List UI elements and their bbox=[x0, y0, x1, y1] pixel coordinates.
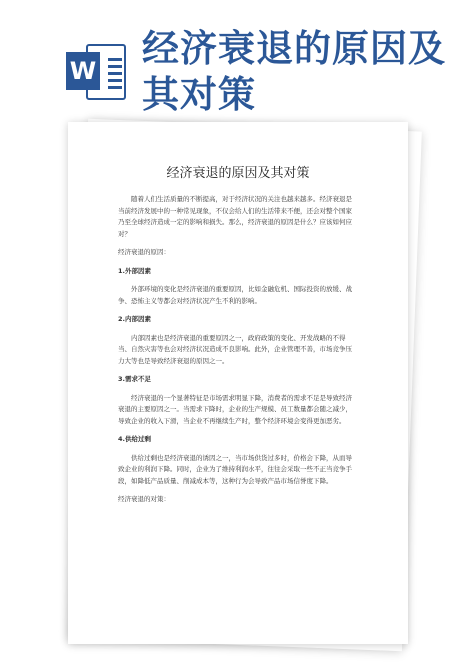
heading-insufficient-demand: 3.需求不足 bbox=[118, 375, 151, 383]
word-icon-line bbox=[108, 58, 122, 61]
section-label-causes: 经济衰退的原因： bbox=[118, 248, 170, 256]
intro-paragraph: 随着人们生活质量的不断提高，对于经济状况的关注也越来越多。经济衰退是当前经济发展中的一种常见现象，不仅会给人们的生活带来不便，还会对整个国家乃至全球经济造成一定的影响和损失。那么，经济衰退的原因是什么？应该如何应对？ bbox=[118, 195, 352, 238]
banner-title: 经济衰退的原因及其对策 bbox=[142, 27, 446, 116]
paragraph-oversupply: 供给过剩也是经济衰退的诱因之一，当市场供货过多时，价格会下降，从而导致企业的利润下降。同时，企业为了维持利润水平，往往会采取一些不正当竞争手段，如降低产品质量、削减成本等，这种行为会导致产品市场信誉度下降。 bbox=[118, 453, 352, 485]
paragraph-insufficient-demand: 经济衰退的一个显著特征是市场需求明显下降，消费者的需求不足是导致经济衰退的主要原因之一。当需求下降时，企业的生产规模、员工数量都会随之减少，导致企业的收入下滑，当企业不再继续生产时，整个经济环境会变得更加恶劣。 bbox=[118, 393, 352, 425]
word-icon-line bbox=[108, 86, 122, 89]
word-icon-line bbox=[108, 72, 122, 75]
word-icon-line bbox=[108, 79, 122, 82]
document-body bbox=[118, 194, 358, 513]
paragraph-external-factors: 外部环境的变化是经济衰退的重要原因，比如金融危机、国际投资的放缓、战争、恐怖主义等都会对经济状况产生不利的影响。 bbox=[118, 285, 352, 305]
word-document-icon bbox=[66, 40, 128, 104]
document-page bbox=[68, 122, 408, 644]
paragraph-internal-factors: 内部因素也是经济衰退的重要原因之一，政府政策的变化、开发战略的不得当、自然灾害等也会对经济状况造成不良影响。此外，企业管理不善，市场竞争压力大等也是导致经济衰退的原因之一。 bbox=[118, 333, 352, 365]
word-icon-badge: W bbox=[66, 52, 100, 90]
heading-external-factors: 1.外部因素 bbox=[118, 266, 151, 275]
word-icon-line bbox=[108, 65, 122, 68]
heading-internal-factors: 2.内部因素 bbox=[118, 315, 151, 323]
banner bbox=[0, 0, 474, 115]
document-title: 经济衰退的原因及其对策 bbox=[166, 166, 310, 181]
section-label-countermeasures: 经济衰退的对策： bbox=[118, 495, 170, 503]
heading-oversupply: 4.供给过剩 bbox=[118, 435, 151, 443]
